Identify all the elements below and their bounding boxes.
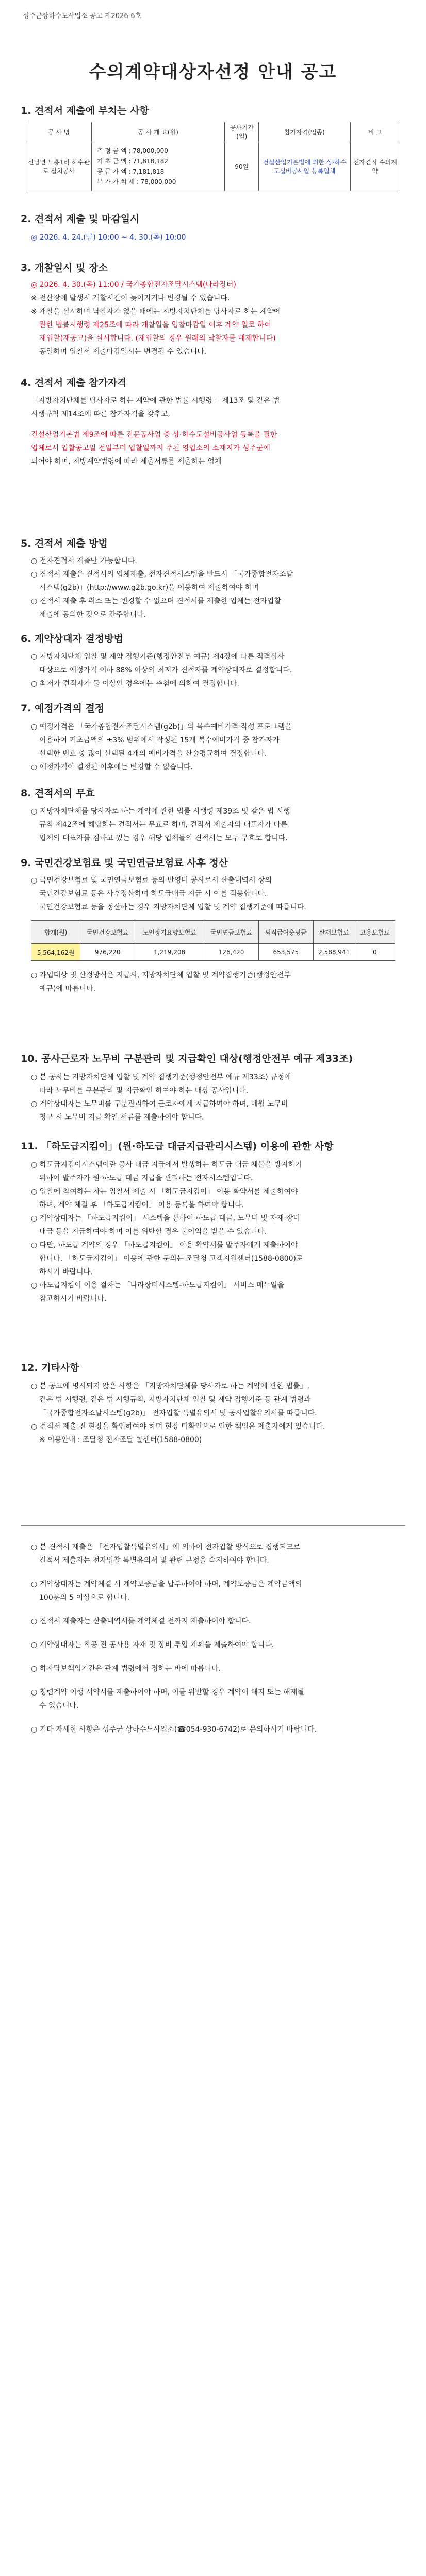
misc-text: ○ 견적서 제출 전 현장을 확인하여야 하며 현장 미확인으로 인한 책임은 제출자에게 있습니다. [31, 1422, 325, 1431]
supply-amount: 7,181,818 [133, 168, 165, 175]
project-amounts: 추 정 금 액 : 78,000,000 기 초 금 액 : 71,818,182 공 급 가 액 : 7,181,818 부 가 가 치 세 : 78,000,000 [91, 142, 225, 191]
vat-amount: 78,000,000 [140, 178, 176, 185]
document-number: 성주군상하수도사업소 공고 제2026-6호 [23, 12, 142, 20]
submission-text: 제출에 동의한 것으로 간주합니다. [39, 611, 146, 619]
opening-note: ※ 개찰을 실시하며 낙찰자가 없을 때에는 지방자치단체를 당사자로 하는 계약에 [31, 308, 281, 316]
table-header: 비 고 [350, 122, 400, 142]
base-amount: 71,818,182 [133, 158, 168, 165]
subcontract-text: 대금 등을 지급하여야 하며 이를 위반할 경우 불이익을 받을 수 있습니다. [39, 1228, 267, 1236]
decision-text: ○ 지방자치단체 입찰 및 계약 집행기준(행정안전부 예규) 제4장에 따른 적격심사 [31, 653, 285, 661]
invalid-text: 업체의 대표자를 겸하고 있는 경우 해당 업체들의 견적서는 모두 무효로 합니다. [39, 834, 288, 842]
table-header: 참가자격(업종) [259, 122, 350, 142]
misc-text: ○ 하자담보책임기간은 관계 법령에서 정하는 바에 따릅니다. [31, 1665, 221, 1673]
misc-text: 같은 법 시행령, 같은 법 시행규칙, 지방자치단체 입찰 및 계약 집행기준 등 관계 법령과 [39, 1396, 311, 1404]
table-cell: 1,219,208 [135, 944, 204, 961]
misc-text: ○ 청렴계약 이행 서약서를 제출하여야 하며, 이를 위반할 경우 계약이 해지 또는 해제될 [31, 1688, 304, 1697]
insurance-text: 예규)에 따릅니다. [39, 985, 96, 993]
misc-text: ○ 계약상대자는 계약체결 시 계약보증금을 납부하여야 하며, 계약보증금은 계약금액의 [31, 1580, 302, 1588]
wage-text: 따라 노무비를 구분관리 및 지급확인 하여야 하는 대상 공사입니다. [39, 1087, 249, 1095]
table-header: 합계(원) [31, 921, 80, 944]
subcontract-text: 합니다. 「하도급지킴이」 이용에 관한 문의는 조달청 고객지원센터(1588-0800)로 [39, 1255, 303, 1263]
price-text: 이용하여 기초금액의 ±3% 범위에서 작성된 15개 복수예비가격 중 참가자가 [39, 736, 280, 744]
table-cell: 653,575 [258, 944, 313, 961]
table-cell: 0 [355, 944, 395, 961]
page-title: 수의계약대상자선정 안내 공고 [89, 62, 337, 82]
section-8-heading: 8. 견적서의 무효 [21, 788, 95, 799]
subcontract-text: ○ 하도급지킴이 이용 절차는 「나라장터시스템-하도급지킴이」 서비스 매뉴얼을 [31, 1281, 285, 1290]
insurance-text: ○ 국민건강보험료 및 국민연금보험료 등의 반영비 공사로서 산출내역서 상의 [31, 876, 272, 885]
eligibility-text: 건설산업기본법 제9조에 따른 전문공사업 중 상·하수도설비공사업 등록을 필한 [31, 431, 277, 439]
eligibility-text: 업체로서 입찰공고일 전일부터 입찰일까지 주된 영업소의 소재지가 성주군에 [31, 444, 270, 452]
divider [21, 1525, 405, 1526]
subcontract-text: ○ 계약상대자는 「하도급지킴이」 시스템을 통하여 하도급 대금, 노무비 및 자재·장비 [31, 1214, 300, 1223]
insurance-text: ○ 가입대상 및 산정방식은 지급시, 지방자치단체 입찰 및 계약집행기준(행정안전부 [31, 971, 291, 979]
eligibility-text: 「지방자치단체를 당사자로 하는 계약에 관한 법률 시행령」 제13조 및 같은 법 [31, 397, 280, 405]
table-header: 공 사 명 [26, 122, 92, 142]
subcontract-text: 참고하시기 바랍니다. [39, 1295, 107, 1303]
invalid-text: ○ 지방자치단체를 당사자로 하는 계약에 관한 법률 시행령 제39조 및 같은 법 시행 [31, 807, 290, 816]
table-header: 국민건강보험료 [80, 921, 135, 944]
subcontract-text: ○ 하도급지킴이시스템이란 공사 대금 지급에서 발생하는 하도급 대금 체불을 방지하기 [31, 1161, 302, 1169]
misc-text: ○ 기타 자세한 사항은 성주군 상하수도사업소(☎054-930-6742)로 문의하시기 바랍니다. [31, 1725, 317, 1734]
table-cell: 126,420 [204, 944, 259, 961]
bid-info-table [26, 122, 400, 191]
insurance-text: 국민건강보험료 등을 정산하는 경우 지방자치단체 입찰 및 계약 집행기준에 따릅니다. [39, 903, 306, 911]
table-header: 공사기간(일) [225, 122, 259, 142]
section-10-heading: 10. 공사근로자 노무비 구분관리 및 지급확인 대상(행정안전부 예규 제33조) [21, 1053, 353, 1064]
section-4-heading: 4. 견적서 제출 참가자격 [21, 377, 127, 388]
section-6-heading: 6. 계약상대자 결정방법 [21, 633, 123, 645]
misc-text: ○ 계약상대자는 착공 전 공사용 자재 및 장비 투입 계획을 제출하여야 합니다. [31, 1641, 274, 1649]
submission-text: 시스템(g2b)」(http://www.g2b.go.kr)을 이용하여 제출하여야 하며 [39, 584, 259, 592]
subcontract-text: ○ 다만, 하도급 계약의 경우 「하도급지킴이」 이용 확약서를 발주자에게 제출하여야 [31, 1241, 298, 1249]
qualification: 건설산업기본법에 의한 상·하수도설비공사업 등록업체 [259, 142, 350, 191]
eligibility-text: 시행규칙 제14조에 따른 참가자격을 갖추고, [31, 410, 170, 418]
opening-note: ※ 전산장애 발생시 개찰시간이 늦어지거나 변경될 수 있습니다. [31, 294, 230, 302]
price-text: 선택한 번호 중 많이 선택된 4개의 예비가격을 산술평균하여 결정합니다. [39, 750, 267, 758]
estimate-amount: 78,000,000 [133, 147, 168, 155]
section-7-heading: 7. 예정가격의 결정 [21, 703, 105, 714]
project-name: 선남면 도흥1리 하수관로 설치공사 [26, 142, 92, 191]
table-cell: 5,564,162원 [31, 944, 80, 961]
misc-text: ※ 이용안내 : 조달청 전자조달 콜센터(1588-0800) [39, 1436, 202, 1444]
note: 전자견적 수의계약 [350, 142, 400, 191]
price-text: ○ 예정가격이 결정된 이후에는 변경할 수 없습니다. [31, 763, 193, 771]
subcontract-text: 하며, 계약 체결 후 「하도급지킴이」 이용 등록을 하여야 합니다. [39, 1201, 244, 1209]
opening-note: 동일하며 입찰서 제출마감일시는 변경될 수 있습니다. [39, 348, 207, 356]
section-3-heading: 3. 개찰일시 및 장소 [21, 262, 108, 274]
submission-text: ○ 견적서 제출은 견적서의 업체제출, 전자견적시스템을 반드시 「국가종합전자조달 [31, 570, 293, 579]
misc-text: ○ 본 견적서 제출은 「전자입찰특별유의서」에 의하여 전자입찰 방식으로 집행되므로 [31, 1543, 301, 1551]
table-header: 산재보험료 [313, 921, 355, 944]
submission-text: ○ 견적서 제출 후 취소 또는 변경할 수 없으며 견적서를 제출한 업체는 전자입찰 [31, 597, 281, 605]
insurance-table [31, 920, 395, 961]
opening-note: 관한 법률시행령 제25조에 따라 개찰일을 입찰마감일 이후 계약 일로 하여 [39, 321, 272, 329]
misc-text: ○ 견적서 제출자는 산출내역서를 계약체결 전까지 제출하여야 합니다. [31, 1617, 251, 1625]
table-header: 고용보험료 [355, 921, 395, 944]
section-11-heading: 11. 「하도급지킴이」(원·하도급 대금지급관리시스템) 이용에 관한 사항 [21, 1141, 334, 1152]
decision-text: ○ 최저가 견적자가 둘 이상인 경우에는 추첨에 의하여 결정합니다. [31, 680, 239, 688]
wage-text: ○ 본 공사는 지방자치단체 입찰 및 계약 집행기준(행정안전부 예규 제33조) 규정에 [31, 1073, 291, 1081]
wage-text: ○ 계약상대자는 노무비를 구분관리하여 근로자에게 지급하여야 하며, 매월 노무비 [31, 1100, 288, 1108]
subcontract-text: 위하여 발주자가 원·하도급 대금 지급을 관리하는 전자시스템입니다. [39, 1174, 253, 1182]
construction-period: 90일 [225, 142, 259, 191]
section-5-heading: 5. 견적서 제출 방법 [21, 538, 108, 549]
section-2-heading: 2. 견적서 제출 및 마감일시 [21, 213, 140, 225]
section-9-heading: 9. 국민건강보험료 및 국민연금보험료 사후 정산 [21, 857, 228, 869]
table-header: 공 사 개 요(원) [91, 122, 225, 142]
insurance-text: 국민건강보험료 등은 사후정산하며 하도급대금 지급 시 이를 적용합니다. [39, 890, 267, 898]
table-cell: 2,588,941 [313, 944, 355, 961]
table-cell: 976,220 [80, 944, 135, 961]
misc-text: 100분의 5 이상으로 합니다. [39, 1594, 130, 1602]
subcontract-text: ○ 입찰에 참여하는 자는 입찰서 제출 시 「하도급지킴이」 이용 확약서를 제출하여야 [31, 1188, 298, 1196]
price-text: ○ 예정가격은 「국가종합전자조달시스템(g2b)」의 복수예비가격 작성 프로그램을 [31, 723, 292, 731]
eligibility-text: 되어야 하며, 지방계약법령에 따라 제출서류를 제출하는 업체 [31, 457, 222, 466]
invalid-text: 규칙 제42조에 해당하는 견적서는 무효로 하며, 견적서 제출자의 대표자가 다른 [39, 821, 288, 829]
misc-text: 수 있습니다. [39, 1702, 79, 1710]
misc-text: 「국가종합전자조달시스템(g2b)」 전자입찰 특별유의서 및 공사입찰유의서를 따릅니다. [39, 1409, 317, 1417]
table-header: 국민연금보험료 [204, 921, 259, 944]
misc-text: 견적서 제출자는 전자입찰 특별유의서 및 관련 규정을 숙지하여야 합니다. [39, 1556, 269, 1565]
section-1-heading: 1. 견적서 제출에 부치는 사항 [21, 105, 149, 116]
opening-note: 재입찰(재공고)을 실시합니다. (재입찰의 경우 원래의 낙찰자를 배제합니다) [39, 334, 276, 343]
table-header: 퇴직급여충당금 [258, 921, 313, 944]
opening-text: ◎ 2026. 4. 30.(목) 11:00 / 국가종합전자조달시스템(나라장터) [31, 281, 236, 289]
submission-text: ○ 전자견적서 제출만 가능합니다. [31, 557, 137, 565]
deadline-text: ◎ 2026. 4. 24.(금) 10:00 ~ 4. 30.(목) 10:00 [31, 233, 186, 242]
misc-text: ○ 본 공고에 명시되지 않은 사항은 「지방자치단체를 당사자로 하는 계약에 관한 법률」, [31, 1382, 309, 1391]
table-header: 노인장기요양보험료 [135, 921, 204, 944]
wage-text: 청구 시 노무비 지급 확인 서류를 제출하여야 합니다. [39, 1113, 204, 1122]
decision-text: 대상으로 예정가격 이하 88% 이상의 최저가 견적자를 계약상대자로 결정합니다. [39, 666, 292, 674]
section-12-heading: 12. 기타사항 [21, 1362, 79, 1374]
subcontract-text: 하시기 바랍니다. [39, 1268, 93, 1276]
